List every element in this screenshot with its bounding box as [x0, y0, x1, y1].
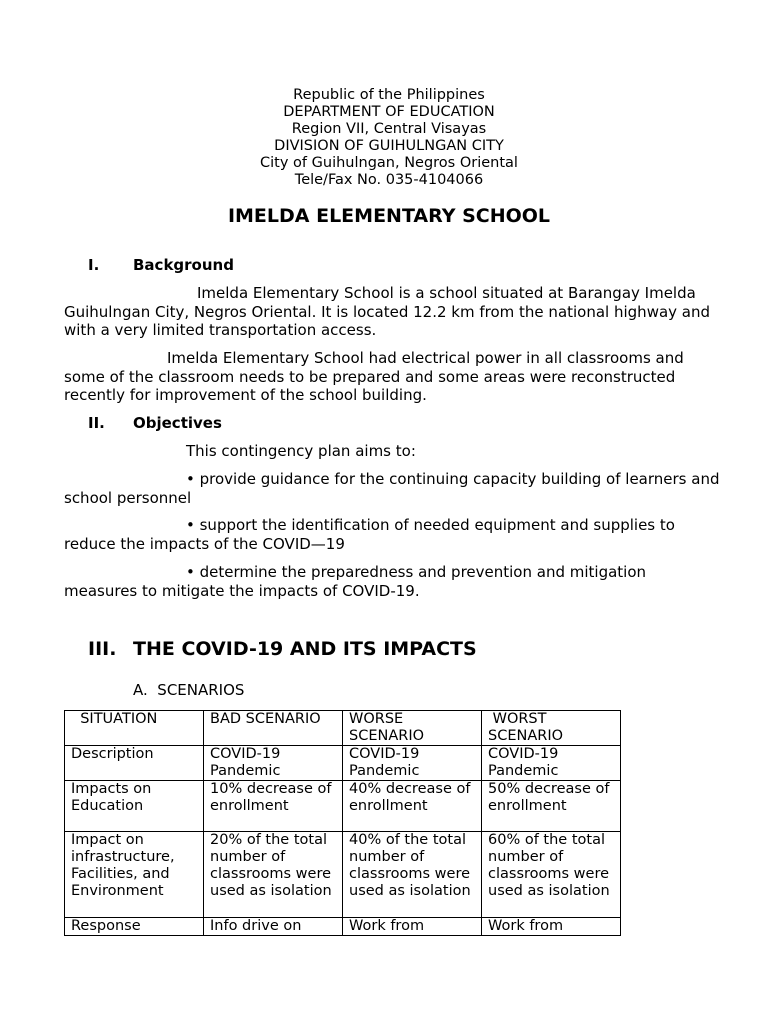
section-title: Background	[133, 256, 234, 274]
objective-bullet-1	[64, 470, 724, 507]
table-cell: 40% of the total number of classrooms were used as isolation	[343, 832, 482, 918]
objective-bullet-3	[64, 563, 724, 600]
scenarios-table	[64, 710, 621, 936]
table-cell: COVID-19 Pandemic	[343, 746, 482, 781]
table-row	[65, 781, 621, 832]
letterhead-telefax: Tele/Fax No. 035-4104066	[294, 172, 484, 188]
letterhead-division: DIVISION OF GUIHULNGAN CITY	[274, 138, 504, 154]
letterhead-republic: Republic of the Philippines	[293, 87, 485, 103]
background-paragraph-1	[64, 284, 724, 340]
table-header-row	[65, 711, 621, 746]
paragraph-text: Imelda Elementary School is a school situated at Barangay Imelda Guihulngan City, Negros Oriental. It is located 12.2 km from the national highway and with a very limited transportation access.	[64, 284, 711, 339]
scenarios-subheading: A. SCENARIOS	[133, 681, 245, 699]
table-cell: 50% decrease of enrollment	[482, 781, 621, 832]
background-paragraph-2	[64, 349, 724, 405]
header-situation: SITUATION	[65, 711, 204, 746]
paragraph-text: • provide guidance for the continuing capacity building of learners and school personnel	[64, 470, 720, 507]
section-number: I.	[88, 256, 100, 274]
paragraph-text: Imelda Elementary School had electrical power in all classrooms and some of the classroom needs to be prepared and some areas were reconstructed recently for improvement of the school building.	[64, 349, 684, 404]
table-cell: Impacts on Education	[65, 781, 204, 832]
table-cell: Impact on infrastructure, Facilities, and Environment	[65, 832, 204, 918]
objective-bullet-2	[64, 516, 724, 553]
paragraph-text: • determine the preparedness and prevention and mitigation measures to mitigate the impacts of COVID-19.	[64, 563, 647, 600]
table-cell: COVID-19 Pandemic	[204, 746, 343, 781]
table-cell: Info drive on	[204, 918, 343, 936]
table-row	[65, 832, 621, 918]
section-number: II.	[88, 414, 105, 432]
table-cell: 40% decrease of enrollment	[343, 781, 482, 832]
table-cell: Work from	[343, 918, 482, 936]
table-cell: Response	[65, 918, 204, 936]
letterhead	[0, 87, 768, 189]
school-name: IMELDA ELEMENTARY SCHOOL	[227, 205, 551, 227]
table-cell: Description	[65, 746, 204, 781]
section-number: III.	[88, 638, 117, 660]
section-title: THE COVID-19 AND ITS IMPACTS	[133, 638, 477, 660]
section-covid-heading	[88, 638, 588, 664]
letterhead-department: DEPARTMENT OF EDUCATION	[283, 104, 495, 120]
table-cell: 60% of the total number of classrooms were used as isolation	[482, 832, 621, 918]
section-title: Objectives	[133, 414, 222, 432]
table-row	[65, 918, 621, 936]
paragraph-text: This contingency plan aims to:	[186, 442, 416, 460]
header-worse-scenario: WORSE SCENARIO	[343, 711, 482, 746]
table-cell: 20% of the total number of classrooms were used as isolation	[204, 832, 343, 918]
table-cell: COVID-19 Pandemic	[482, 746, 621, 781]
table-cell: Work from	[482, 918, 621, 936]
paragraph-text: • support the identification of needed equipment and supplies to reduce the impacts of the COVID—19	[64, 516, 675, 553]
header-bad-scenario: BAD SCENARIO	[204, 711, 343, 746]
header-worst-scenario: WORST SCENARIO	[482, 711, 621, 746]
table-row	[65, 746, 621, 781]
section-objectives-heading	[88, 414, 388, 434]
section-background-heading	[88, 256, 388, 276]
objectives-intro	[64, 442, 724, 461]
letterhead-region: Region VII, Central Visayas	[291, 121, 487, 137]
letterhead-city: City of Guihulngan, Negros Oriental	[260, 155, 518, 171]
table-cell: 10% decrease of enrollment	[204, 781, 343, 832]
